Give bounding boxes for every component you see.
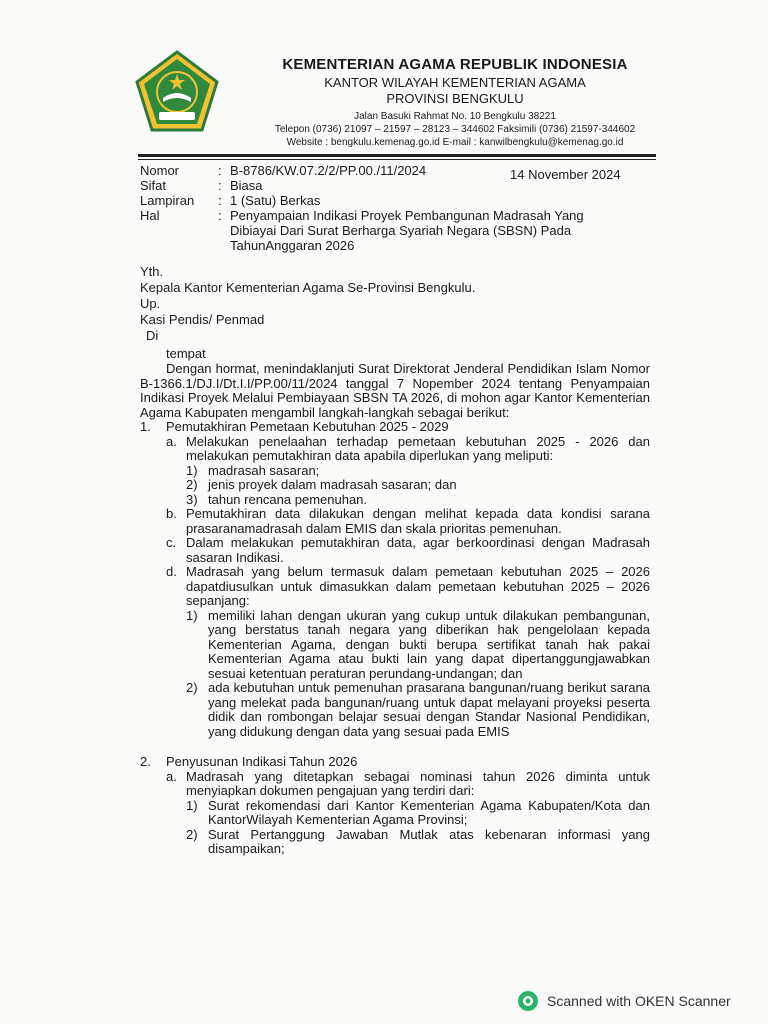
recipient-block — [140, 264, 475, 362]
header-rule-thin — [138, 159, 656, 160]
meta-value: Penyampaian Indikasi Proyek Pembangunan Madrasah Yang Dibiayai Dari Surat Berharga Syariah Negara (SBSN) Pada TahunAnggaran 2026 — [230, 208, 584, 253]
meta-row-hal: Hal : Penyampaian Indikasi Proyek Pembangunan Madrasah Yang Dibiayai Dari Surat Berharga Syariah Negara (SBSN) Pada TahunAnggaran 2026 — [140, 208, 610, 253]
recipient-to: Kepala Kantor Kementerian Agama Se-Provinsi Bengkulu. — [140, 280, 476, 295]
list-item: a. Madrasah yang ditetapkan sebagai nominasi tahun 2026 diminta untuk menyiapkan dokumen pengajuan yang terdiri dari: — [166, 768, 650, 798]
meta-value: B-8786/KW.07.2/2/PP.00./11/2024 — [230, 163, 427, 178]
list-item: a. Melakukan penelaahan terhadap pemetaan kebutuhan 2025 - 2026 dan melakukan pemutakhiran data apabila diperlukan yang meliputi: — [166, 433, 650, 463]
meta-row-sifat: Sifat : Biasa — [140, 178, 610, 193]
list-item: c. Dalam melakukan pemutakhiran data, agar berkoordinasi dengan Madrasah sasaran Indikasi. — [166, 535, 650, 565]
meta-row-lampiran: Lampiran : 1 (Satu) Berkas — [140, 193, 610, 208]
recipient-unit: Kasi Pendis/ Penmad — [140, 312, 265, 327]
scanner-watermark — [517, 990, 731, 1012]
list-item: b. Pemutakhiran data dilakukan dengan melihat kepada data kondisi sarana prasaranamadrasah dalam EMIS dan skala prioritas pemenuhan. — [166, 506, 650, 536]
meta-key: Sifat — [140, 178, 167, 193]
meta-key: Nomor — [140, 163, 180, 178]
meta-value: Biasa — [230, 178, 263, 193]
oken-scanner-icon — [517, 990, 539, 1012]
letter-body — [140, 362, 650, 857]
recipient-yth: Yth. — [140, 264, 164, 279]
office-address: Jalan Basuki Rahmat No. 10 Bengkulu 38221 — [354, 111, 556, 122]
meta-row-nomor: Nomor : B-8786/KW.07.2/2/PP.00./11/2024 — [140, 163, 610, 178]
ministry-name: KEMENTERIAN AGAMA REPUBLIK INDONESIA — [282, 56, 628, 73]
letterhead — [220, 56, 690, 149]
kemenag-logo-icon — [135, 50, 219, 134]
list-item: 2) Surat Pertanggung Jawaban Mutlak atas kebenaran informasi yang disampaikan; — [186, 826, 650, 856]
recipient-tempat: tempat — [166, 346, 206, 361]
meta-key: Lampiran — [140, 193, 195, 208]
scanner-label: Scanned with OKEN Scanner — [547, 993, 731, 1009]
list-item: 1) memiliki lahan dengan ukuran yang cukup untuk dilakukan pembangunan, yang berstatus tanah negara yang diberikan hak pengelolaan kepada Kementerian Agama, dengan bukti berupa sertifikat tanah hak pakai Kementerian Agama atau bukti lain yang dapat dipertanggungjawabkan sesuai ketentuan peraturan perundang-undangan; dan — [186, 607, 650, 681]
section-title: Pemutakhiran Pemetaan Kebutuhan 2025 - 2029 — [166, 419, 449, 434]
recipient-di: Di — [146, 328, 159, 343]
intro-paragraph: Dengan hormat, menindaklanjuti Surat Direktorat Jenderal Pendidikan Islam Nomor B-1366.1/DJ.I/Dt.I.I/PP.00/11/2024 tanggal 7 Nopember 2024 tentang Penyampaian Indikasi Proyek Melalui Pembiayaan SBSN TA 2026, di mohon agar Kantor Kementerian Agama Kabupaten mengambil langkah-langkah sebagai berikut: — [140, 361, 650, 420]
section-title: Penyusunan Indikasi Tahun 2026 — [166, 754, 358, 769]
header-rule-thick — [138, 154, 656, 157]
province-name: PROVINSI BENGKULU — [386, 91, 524, 106]
list-item: 1) madrasah sasaran; — [186, 462, 320, 478]
section-1: 1. Pemutakhiran Pemetaan Kebutuhan 2025 - 2029 — [140, 419, 449, 434]
list-item: 2) ada kebutuhan untuk pemenuhan prasarana bangunan/ruang berikut sarana yang melekat pada bangunan/ruang untuk dapat melayani proyeksi peserta didik dan rombongan belajar sesuai dengan Standar Nasional Pendidikan, yang didukung dengan data yang sesuai pada EMIS — [186, 680, 650, 739]
letter-date: 14 November 2024 — [510, 167, 621, 182]
list-item: 2) jenis proyek dalam madrasah sasaran; dan — [186, 477, 457, 492]
list-item: 3) tahun rencana pemenuhan. — [186, 491, 368, 507]
list-item: d. Madrasah yang belum termasuk dalam pemetaan kebutuhan 2025 – 2026 dapatdiusulkan untuk dimasukkan dalam pemetaan kebutuhan 2025 – 2026 sepanjang: — [166, 564, 650, 608]
recipient-up: Up. — [140, 296, 161, 311]
section-2: 2. Penyusunan Indikasi Tahun 2026 — [140, 754, 358, 769]
meta-key: Hal — [140, 208, 160, 223]
meta-value: 1 (Satu) Berkas — [230, 193, 321, 208]
office-phone: Telepon (0736) 21097 – 21597 – 28123 – 344602 Faksimili (0736) 21597-344602 — [274, 124, 636, 135]
list-item: 1) Surat rekomendasi dari Kantor Kementerian Agama Kabupaten/Kota dan KantorWilayah Kementerian Agama Provinsi; — [186, 797, 650, 827]
office-name: KANTOR WILAYAH KEMENTERIAN AGAMA — [324, 75, 586, 90]
office-website: Website : bengkulu.kemenag.go.id E-mail : kanwilbengkulu@kemenag.go.id — [286, 137, 624, 148]
